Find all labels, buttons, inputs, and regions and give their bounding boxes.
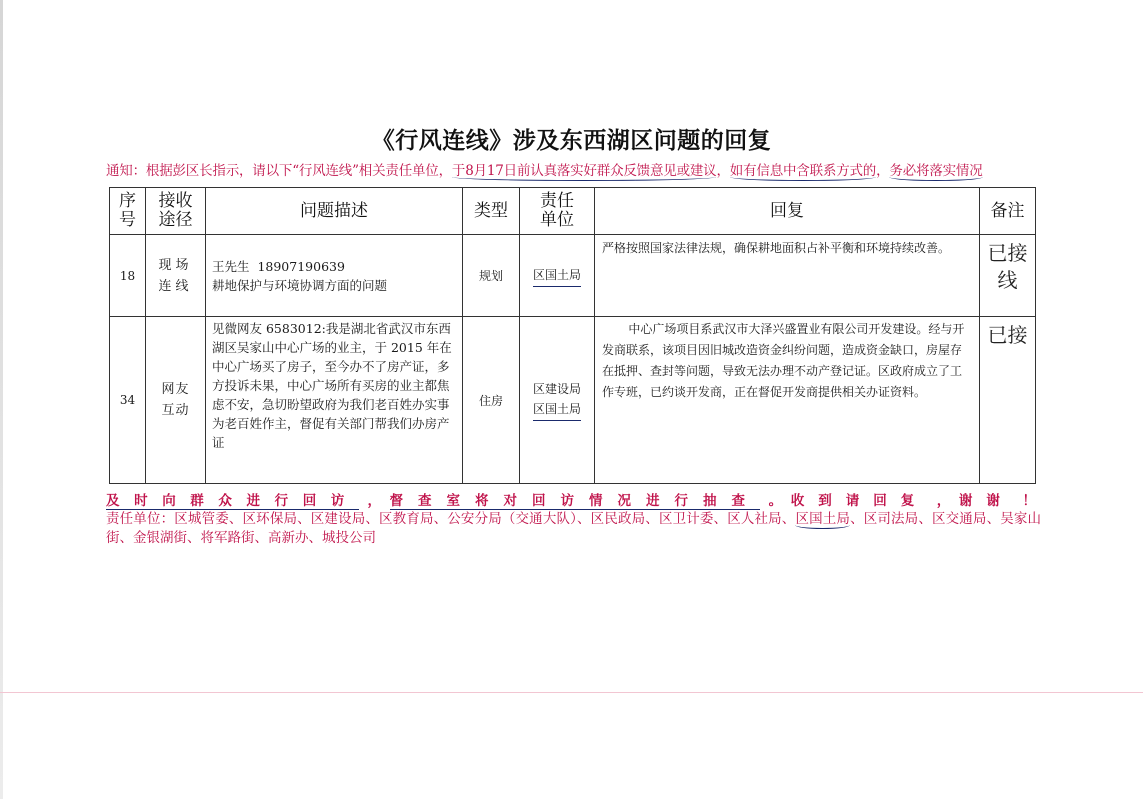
row-reply: 中心广场项目系武汉市大泽兴盛置业有限公司开发建设。经与开发商联系，该项目因旧城改造资金纠纷问题，造成资金缺口，房屋存在抵押、查封等问题，导致无法办理不动产登记证。区政府成立了工作专班，已约谈开发商，正在督促开发商提供相关办证资料。 [595, 317, 980, 484]
page-divider [0, 692, 1143, 693]
notice-prefix: 通知：根据彭区长指示，请以下“行风连线”相关责任单位， [106, 163, 452, 179]
closing-reply-request: 收到请回复 [790, 493, 929, 509]
reply-table [109, 187, 1036, 484]
responsible-units [106, 510, 1041, 548]
row-unit [520, 235, 595, 317]
table-row [110, 235, 1036, 317]
row-channel: 网友互动 [146, 317, 206, 484]
notice-separator: ， [716, 163, 730, 179]
closing-punct: ， [936, 493, 951, 509]
closing-inspection: 督查室将对回访情况进行抽查 [390, 489, 761, 510]
closing-punct: 。 [768, 493, 783, 509]
row-channel: 现场连线 [146, 235, 206, 317]
header-channel: 接收途径 [146, 188, 206, 235]
responsible-highlight: 区国土局 [795, 511, 851, 527]
notice-deadline: 于8月17日前认真落实好群众反馈意见或建议 [451, 163, 717, 179]
closing-revisit: 及时向群众进行回访 [106, 489, 359, 510]
row-note: 已接 [980, 317, 1036, 484]
unit-name: 区国土局 [533, 399, 581, 421]
closing-line [106, 489, 1036, 510]
unit-name: 区国土局 [533, 265, 581, 287]
row-unit [520, 317, 595, 484]
row-reply: 严格按照国家法律法规，确保耕地面积占补平衡和环境持续改善。 [595, 235, 980, 317]
row-description: 见微网友 6583012:我是湖北省武汉市东西湖区吴家山中心广场的业主，于 2015 年在中心广场买了房子，至今办不了房产证，多方投诉未果，中心广场所有买房的业主都焦虑不安，急切盼望政府为我们老百姓办实事为老百姓作主，督促有关部门帮我们办房产证 [206, 317, 463, 484]
header-unit: 责任单位 [520, 188, 595, 235]
closing-thanks: 谢谢 [958, 493, 1014, 509]
unit-name: 区建设局 [532, 382, 581, 396]
row-no: 34 [110, 317, 146, 484]
header-type: 类型 [463, 188, 520, 235]
row-note: 已接线 [980, 235, 1036, 317]
row-type: 住房 [463, 317, 520, 484]
notice-line [106, 159, 1036, 179]
closing-punct: ！ [1022, 493, 1036, 509]
row-type: 规划 [463, 235, 520, 317]
table-row [110, 317, 1036, 484]
header-reply: 回复 [595, 188, 980, 235]
notice-contact: 如有信息中含联系方式的 [729, 163, 877, 179]
description-issue: 耕地保护与环境协调方面的问题 [212, 277, 388, 293]
header-description: 问题描述 [206, 188, 463, 235]
row-no: 18 [110, 235, 146, 317]
table-header-row [110, 188, 1036, 235]
responsible-label: 责任单位： [106, 511, 175, 527]
page-edge [0, 0, 3, 799]
row-description [206, 235, 463, 317]
document-title: 《行风连线》涉及东西湖区问题的回复 [371, 127, 772, 154]
closing-punct: ， [367, 493, 381, 509]
description-contact: 王先生 18907190639 [212, 258, 345, 274]
header-note: 备注 [980, 188, 1036, 235]
responsible-list: 区城管委、区环保局、区建设局、区教育局、公安分局（交通大队）、区民政局、区卫计委、区人社局、 [174, 511, 796, 527]
notice-separator: ， [876, 163, 890, 179]
header-no: 序号 [110, 188, 146, 235]
notice-must: 务必将落实情况 [889, 163, 983, 179]
responsible-list-rest: 、区司法局、区交通局、吴家山街、金银湖街、将军路街、高新办、城投公司 [106, 511, 1042, 546]
